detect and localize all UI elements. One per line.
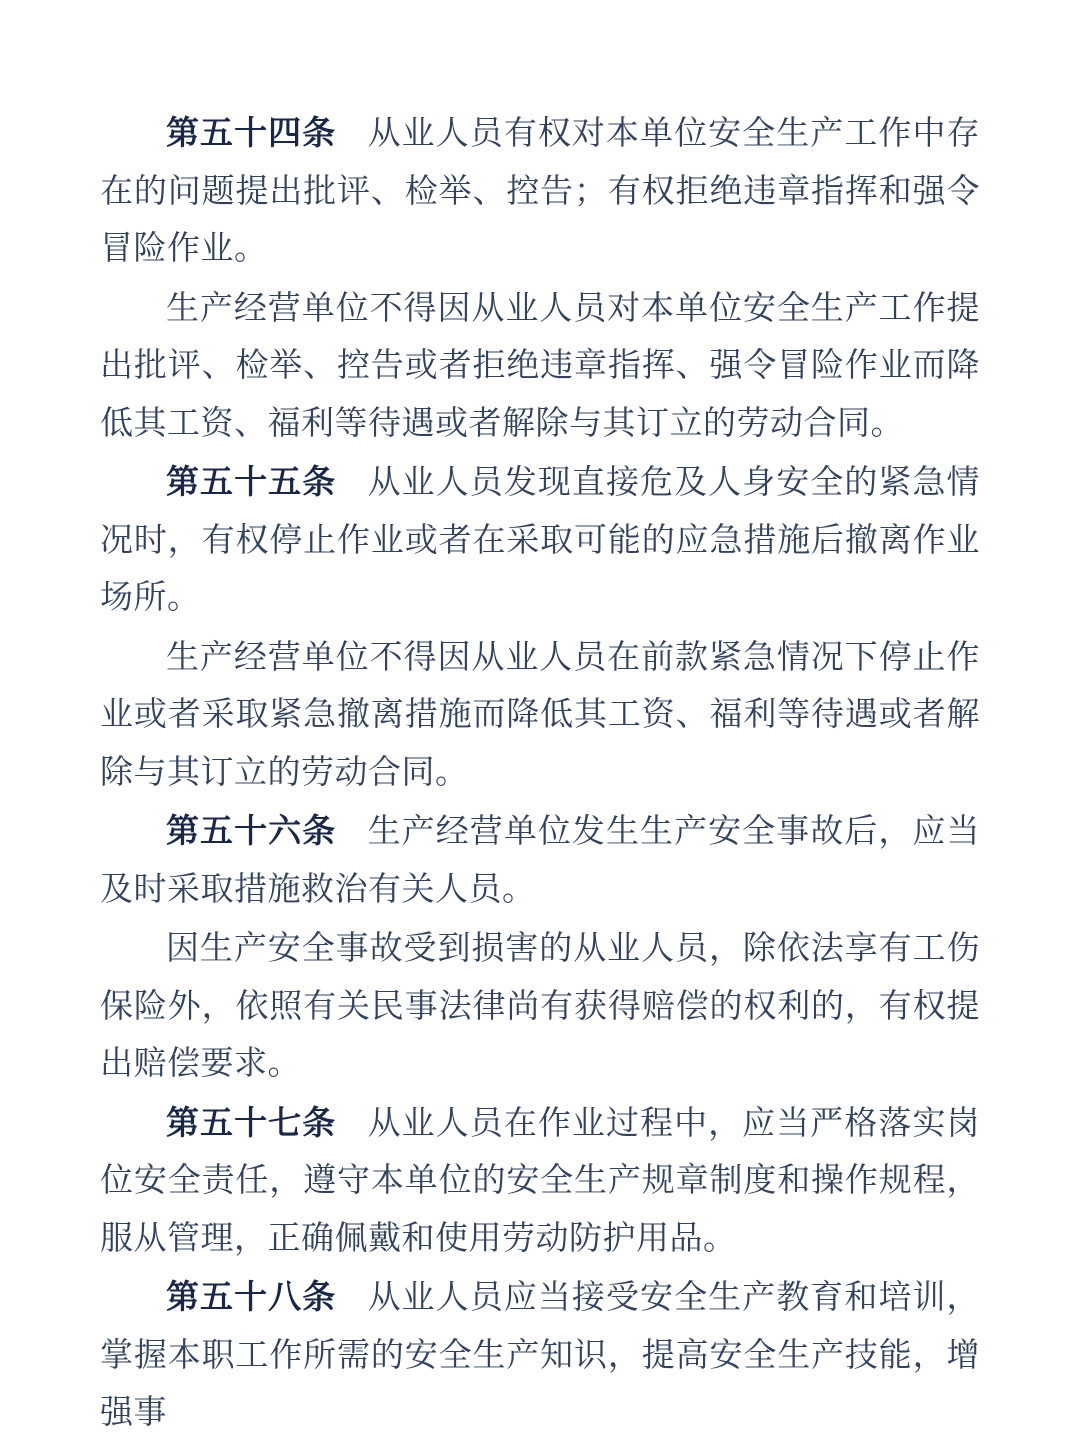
article-number: 第五十五条 — [166, 463, 337, 500]
article-number: 第五十四条 — [166, 114, 337, 151]
law-paragraph — [100, 1268, 980, 1443]
article-text: 生产经营单位不得因从业人员对本单位安全生产工作提出批评、检举、控告或者拒绝违章指挥、强令冒险作业而降低其工资、福利等待遇或者解除与其订立的劳动合同。 — [100, 290, 980, 442]
article-number: 第五十八条 — [166, 1278, 337, 1315]
article-text: 从业人员在作业过程中，应当严格落实岗位安全责任，遵守本单位的安全生产规章制度和操作规程，服从管理，正确佩戴和使用劳动防护用品。 — [100, 1105, 981, 1257]
article-text: 从业人员应当接受安全生产教育和培训，掌握本职工作所需的安全生产知识，提高安全生产技能，增强事 — [100, 1280, 981, 1431]
law-paragraph — [100, 919, 980, 1094]
law-paragraph — [100, 1094, 980, 1269]
law-paragraph — [100, 802, 980, 919]
article-number: 第五十七条 — [166, 1103, 337, 1141]
law-paragraph — [100, 104, 980, 279]
article-text: 生产经营单位不得因从业人员在前款紧急情况下停止作业或者采取紧急撤离措施而降低其工资、福利等待遇或者解除与其订立的劳动合同。 — [100, 639, 980, 791]
law-paragraph — [100, 628, 980, 803]
law-text-body — [100, 104, 980, 1443]
law-paragraph — [100, 279, 980, 454]
article-text: 生产经营单位发生生产安全事故后，应当及时采取措施救治有关人员。 — [100, 814, 981, 908]
article-number: 第五十六条 — [166, 812, 337, 849]
article-text: 从业人员发现直接危及人身安全的紧急情况时，有权停止作业或者在采取可能的应急措施后撤离作业场所。 — [100, 465, 981, 616]
article-text: 因生产安全事故受到损害的从业人员，除依法享有工伤保险外，依照有关民事法律尚有获得赔偿的权利的，有权提出赔偿要求。 — [100, 931, 980, 1082]
article-text: 从业人员有权对本单位安全生产工作中存在的问题提出批评、检举、控告；有权拒绝违章指挥和强令冒险作业。 — [100, 116, 981, 267]
law-paragraph — [100, 453, 980, 628]
